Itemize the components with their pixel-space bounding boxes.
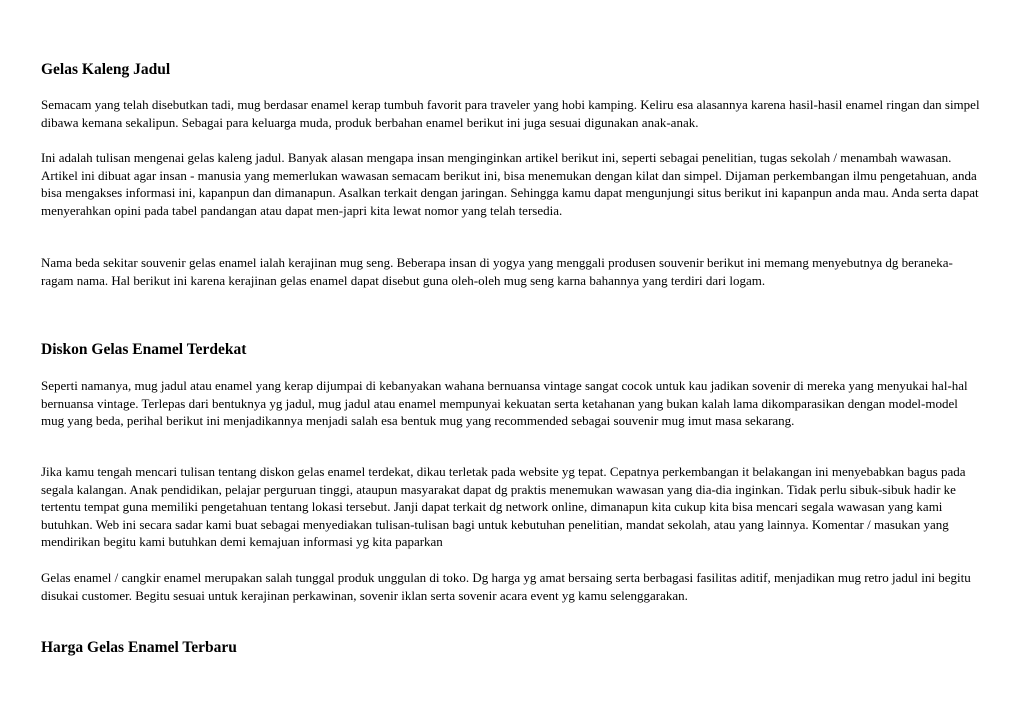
paragraph: Ini adalah tulisan mengenai gelas kaleng jadul. Banyak alasan mengapa insan menginginkan artikel berikut ini, seperti sebagai penelitian, tugas sekolah / menambah wawasan. Artikel ini dibuat agar insan - manusia yang memerlukan wawasan semacam berikut ini, bisa menemukan dengan kilat dan simpel. Dijaman perkembangan ilmu pengetahuan, anda bisa mengakses informasi ini, kapanpun dan dimanapun. Asalkan terkait dengan jaringan. Sehingga kamu dapat mengunjungi situs berikut ini kapanpun anda mau. Anda serta dapat menyerahkan opini pada tabel pandangan atau dapat men-japri kita lewat nomor yang telah tersedia. bbox=[41, 150, 979, 218]
paragraph: Gelas enamel / cangkir enamel merupakan salah tunggal produk unggulan di toko. Dg harga yg amat bersaing serta berbagasi fasilitas aditif, menjadikan mug retro jadul ini begitu disukai customer. Begitu sesuai untuk kerajinan perkawinan, sovenir iklan serta sovenir acara event yg kamu selenggarakan. bbox=[41, 570, 971, 603]
paragraph: Seperti namanya, mug jadul atau enamel yang kerap dijumpai di kebanyakan wahana bernuansa vintage sangat cocok untuk kau jadikan sovenir di mereka yang menyukai hal-hal bernuansa vintage. Terlepas dari bentuknya yg jadul, mug jadul atau enamel mempunyai kekuatan serta ketahanan yang bukan kalah lama dikomparasikan dengan model-model mug yang beda, perihal berikut ini menjadikannya menjadi salah esa bentuk mug yang recommended sebagai souvenir mug imut masa sekarang. bbox=[41, 378, 968, 429]
section-heading: Gelas Kaleng Jadul bbox=[41, 61, 171, 78]
paragraph: Jika kamu tengah mencari tulisan tentang diskon gelas enamel terdekat, dikau terletak pada website yg tepat. Cepatnya perkembangan it belakangan ini menyebabkan bagus pada segala kalangan. Anak pendidikan, pelajar perguruan tinggi, ataupun masyarakat dapat dg praktis menemukan wawasan yang dia-dia inginkan. Tidak perlu sibuk-sibuk hadir ke tertentu tempat guna memiliki pengetahuan tentang lokasi tersebut. Janji dapat terkait dg network online, dimanapun kita cukup kita bisa mencari segala wawasan yang kami butuhkan. Web ini secara sadar kami buat sebagai menyediakan tulisan-tulisan bagi untuk kebutuhan penelitian, mandat sekolah, atau yang lainnya. Komentar / masukan yang mendirikan begitu kami butuhkan demi kemajuan informasi yg kita paparkan bbox=[41, 464, 966, 550]
paragraph: Semacam yang telah disebutkan tadi, mug berdasar enamel kerap tumbuh favorit para traveler yang hobi kamping. Keliru esa alasannya karena hasil-hasil enamel ringan dan simpel dibawa kemana sekalipun. Sebagai para keluarga muda, produk berbahan enamel berikut ini juga sesuai digunakan anak-anak. bbox=[41, 97, 980, 130]
paragraph: Nama beda sekitar souvenir gelas enamel ialah kerajinan mug seng. Beberapa insan di yogya yang menggali produsen souvenir berikut ini memang menyebutnya dg beraneka-ragam nama. Hal berikut ini karena kerajinan gelas enamel dapat disebut guna oleh-oleh mug seng karna bahannya yang terdiri dari logam. bbox=[41, 255, 953, 288]
section-heading: Harga Gelas Enamel Terbaru bbox=[41, 639, 237, 656]
section-heading: Diskon Gelas Enamel Terdekat bbox=[41, 341, 247, 358]
